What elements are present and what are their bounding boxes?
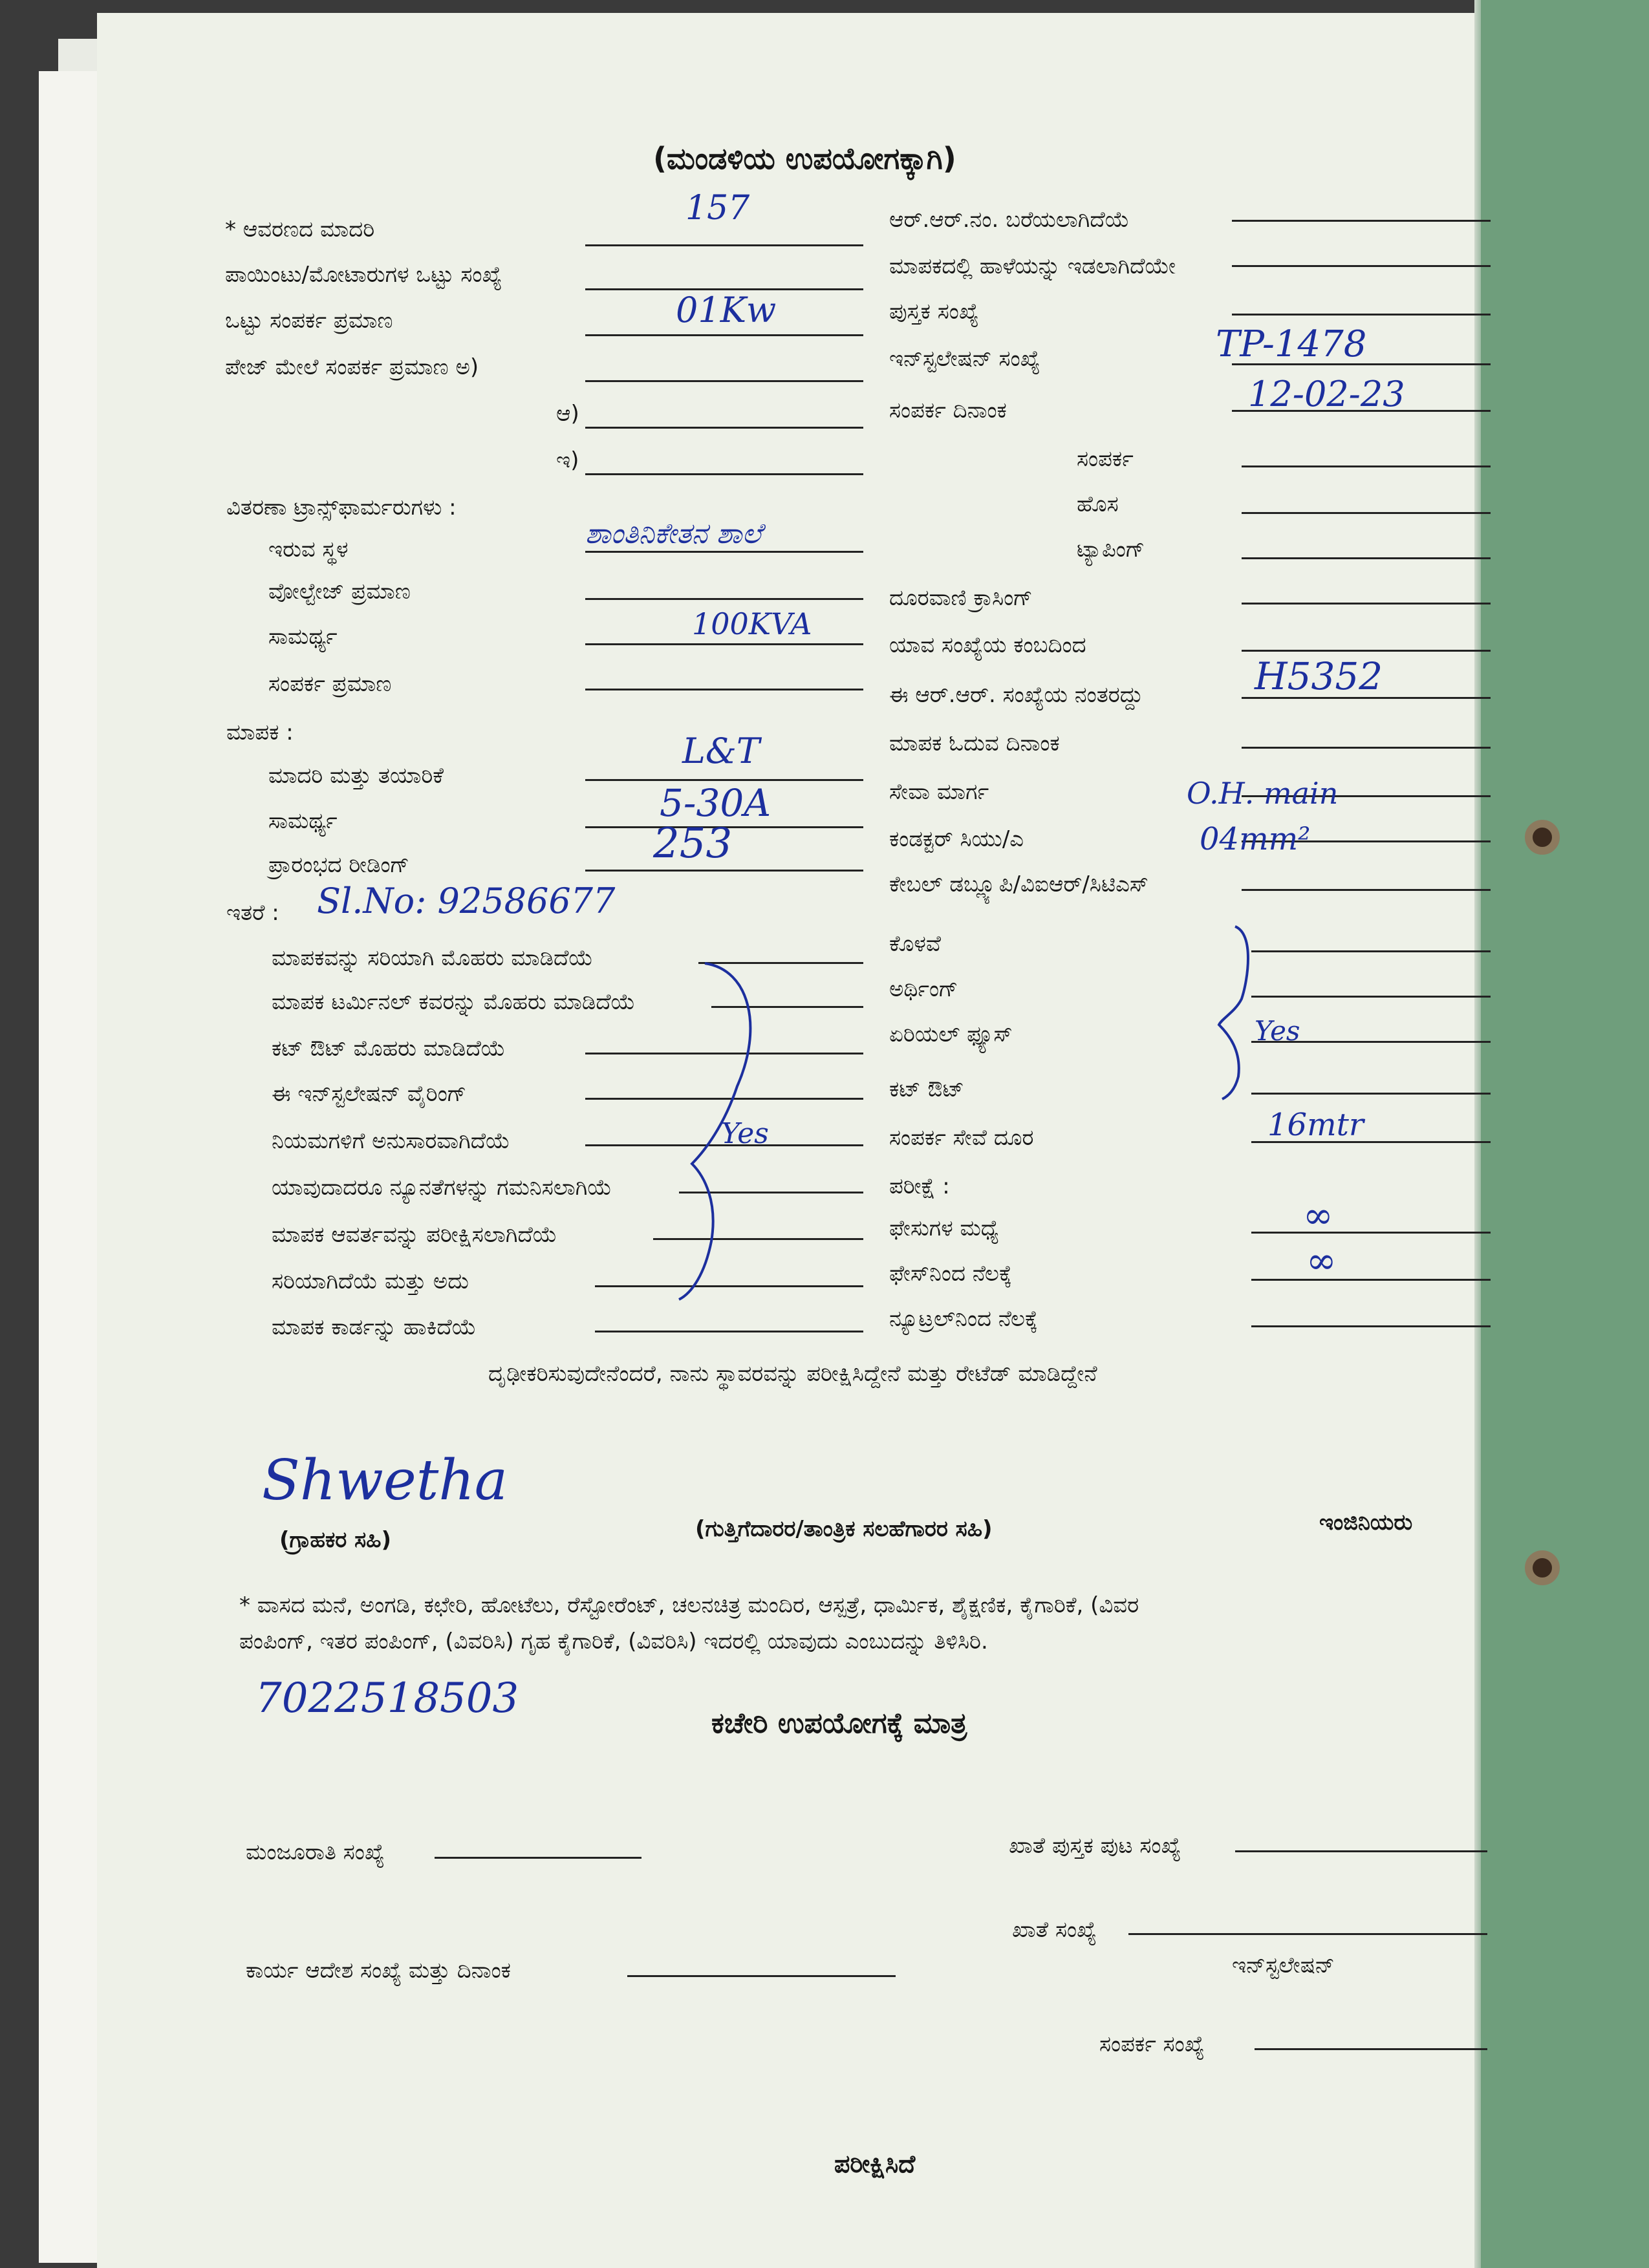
installation-no-value: TP-1478 [1216,323,1367,365]
neutral-to-earth-label: ನ್ಯೂಟ್ರಲ್‌ನಿಂದ ನೆಲಕ್ಕೆ [889,1306,1038,1332]
footnote-line: ಪಂಪಿಂಗ್, ಇತರ ಪಂಪಿಂಗ್, (ವಿವರಿಸಿ) ಗೃಹ ಕೈಗಾರಿಕೆ, (ವಿವರಿಸಿ) ಇದರಲ್ಲಿ ಯಾವುದು ಎಂಬುದನ್ನು ತಿಳಿಸಿರಿ. [239,1629,988,1654]
ledger-page-label: ಖಾತೆ ಪುಸ್ತಕ ಪುಟ ಸಂಖ್ಯೆ [1009,1833,1181,1859]
phone-number: 7022518503 [255,1674,519,1722]
test-label: ಪರೀಕ್ಷೆ : [889,1173,950,1199]
premises-type-footnote [239,1587,1526,1660]
book-no-line [1232,314,1491,316]
service-line-value: O.H. main [1187,776,1339,811]
work-order-line [627,1975,896,1977]
location-label: ಇರುವ ಸ್ಥಳ [268,537,349,562]
conductor-label: ಕಂಡಕ್ಟರ್ ಸಿಯು/ಎ [889,826,1024,852]
check-wiring: ಈ ಇನ್‌ಸ್ಟಲೇಷನ್ ವೈರಿಂಗ್ [272,1081,467,1107]
engineer-label: ಇಂಜಿನಿಯರು [1319,1510,1413,1535]
between-phases-line [1251,1232,1491,1234]
capacity-value: 100KVA [692,606,812,641]
connection-no-label: ಸಂಪರ್ಕ ಸಂಖ್ಯೆ [1099,2031,1205,2057]
check-terminal-sealed: ಮಾಪಕ ಟರ್ಮಿನಲ್ ಕವರನ್ನು ಮೊಹರು ಮಾಡಿದೆಯೆ [272,989,636,1015]
new-line [1242,512,1491,514]
customer-signature-label: (ಗ್ರಾಹಕರ ಸಹಿ) [279,1527,392,1553]
tapping-label: ಟ್ಯಾಪಿಂಗ್ [1077,537,1145,562]
phase-to-earth-line [1251,1279,1491,1281]
sanction-no-line [435,1857,641,1859]
punch-hole-icon [1525,820,1560,855]
voltage-label: ವೋಲ್ಟೇಜ್ ಪ್ರಮಾಣ [268,579,411,604]
pole-no-line [1242,650,1491,652]
aerial-fuse-label: ಏರಿಯಲ್ ಫ್ಯೂಸ್ [889,1022,1013,1047]
check-meter-card: ಮಾಪಕ ಕಾರ್ಡನ್ನು ಹಾಕಿದೆಯೆ [272,1314,477,1340]
check-cutout-sealed: ಕಟ್ ಔಟ್ ಮೊಹರು ಮಾಡಿದೆಯೆ [272,1036,506,1062]
book-no-label: ಪುಸ್ತಕ ಸಂಖ್ಯೆ [889,299,979,325]
location-value: ಶಾಂತಿನಿಕೇತನ ಶಾಲೆ [585,517,762,550]
service-distance-label: ಸಂಪರ್ಕ ಸೇವೆ ದೂರ [889,1125,1034,1151]
capacity-label: ಸಾಮರ್ಥ್ಯ [268,624,338,650]
points-motors-label: ಪಾಯಿಂಟು/ಮೋಟಾರುಗಳ ಒಟ್ಟು ಸಂಖ್ಯೆ [225,262,502,288]
capacity-line [585,643,863,645]
voltage-line [585,598,863,600]
service-line-label: ಸೇವಾ ಮಾರ್ಗ [889,779,989,805]
meter-reading-date-line [1242,747,1491,749]
meter-reading-date-label: ಮಾಪಕ ಓದುವ ದಿನಾಂಕ [889,731,1060,756]
tapping-line [1242,557,1491,559]
installation-label: ಇನ್‌ಸ್ಟಲೇಷನ್ [1232,1952,1335,1978]
punch-hole-icon [1525,1550,1560,1585]
neutral-to-earth-line [1251,1325,1491,1327]
check-meter-rotation: ಮಾಪಕ ಆವರ್ತವನ್ನು ಪರೀಕ್ಷಿಸಲಾಗಿದೆಯೆ [272,1222,557,1248]
telephone-crossing-label: ದೂರವಾಣಿ ಕ್ರಾಸಿಂಗ್ [889,585,1033,611]
meter-heading: ಮಾಪಕ : [226,720,294,745]
footnote-line: * ವಾಸದ ಮನೆ, ಅಂಗಡಿ, ಕಛೇರಿ, ಹೋಟೆಲು, ರೆಸ್ಟೋರೆಂಟ್, ಚಲನಚಿತ್ರ ಮಂದಿರ, ಆಸ್ಪತ್ರೆ, ಧಾರ್ಮಿಕ, ಶೈಕ್ಷಣಿಕ, ಕೈಗಾರಿಕೆ, (ವಿವರ [239,1592,1139,1618]
check-defects: ಯಾವುದಾದರೂ ನ್ಯೂನತೆಗಳನ್ನು ಗಮನಿಸಲಾಗಿಯೆ [272,1175,612,1201]
conductor-value: 04mm² [1200,821,1311,857]
total-load-value: 01Kw [676,290,777,330]
premises-type-value: 157 [685,189,750,228]
ledger-page-line [1235,1850,1487,1852]
account-no-label: ಖಾತೆ ಸಂಖ್ಯೆ [1012,1917,1097,1943]
between-phases-value: ∞ [1303,1195,1333,1237]
form-title: (ಮಂಡಳಿಯ ಉಪಯೋಗಕ್ಕಾಗಿ) [653,141,956,176]
phase-to-earth-label: ಫೇಸ್‌ನಿಂದ ನೆಲಕ್ಕೆ [889,1261,1012,1287]
green-folder [1481,0,1649,2268]
service-distance-value: 16mtr [1267,1107,1364,1143]
connection-date-value: 12-02-23 [1248,374,1405,414]
pole-no-label: ಯಾವ ಸಂಖ್ಯೆಯ ಕಂಬದಿಂದ [889,632,1086,658]
phase-load-c-label: ಇ) [556,447,579,473]
meter-capacity-value: 5-30A [660,781,771,825]
cutout-line [1251,1093,1491,1095]
certification-text: ದೃಢೀಕರಿಸುವುದೇನೆಂದರೆ, ನಾನು ಸ್ಥಾವರವನ್ನು ಪರೀಕ್ಷಿಸಿದ್ದೇನೆ ಮತ್ತು ರೇಟೆಡ್ ಮಾಡಿದ್ದೇನೆ [488,1361,1097,1387]
office-use-title: ಕಚೇರಿ ಉಪಯೋಗಕ್ಕೆ ಮಾತ್ರ [711,1707,967,1740]
between-phases-label: ಫೇಸುಗಳ ಮಧ್ಯೆ [889,1215,999,1241]
initial-reading-line [585,870,863,872]
connection-date-label: ಸಂಪರ್ಕ ದಿನಾಂಕ [889,398,1007,423]
premises-type-label: * ಆವರಣದ ಮಾದರಿ [225,217,375,242]
account-no-line [1128,1933,1487,1935]
new-label: ಹೊಸ [1077,491,1119,517]
check-line [595,1331,863,1332]
connection-line [1242,465,1491,467]
right-brace-icon [1216,921,1267,1102]
phase-to-earth-value: ∞ [1306,1240,1337,1282]
phase-load-a-label: ಪೇಜ್ ಮೇಲೆ ಸಂಪರ್ಕ ಪ್ರಮಾಣ ಅ) [225,354,479,380]
conduit-line [1251,950,1491,952]
total-load-label: ಒಟ್ಟು ಸಂಪರ್ಕ ಪ್ರಮಾಣ [225,308,393,334]
make-label: ಮಾದರಿ ಮತ್ತು ತಯಾರಿಕೆ [268,763,444,789]
others-value: Sl.No: 92586677 [317,881,616,921]
transformer-load-label: ಸಂಪರ್ಕ ಪ್ರಮಾಣ [268,671,392,697]
cutout-label: ಕಟ್ ಔಟ್ [889,1076,964,1102]
location-line [585,551,863,553]
phase-load-b-line [585,427,863,429]
telephone-crossing-line [1242,603,1491,604]
make-value: L&T [682,731,760,771]
others-label: ಇತರೆ : [226,900,279,926]
phase-load-c-line [585,473,863,475]
rr-no-written-line [1232,220,1491,222]
installation-no-label: ಇನ್‌ಸ್ಟಲೇಷನ್ ಸಂಖ್ಯೆ [889,346,1040,372]
phase-load-b-label: ಆ) [556,401,579,427]
next-rr-label: ಈ ಆರ್.ಆರ್. ಸಂಖ್ಯೆಯ ನಂತರದ್ದು [889,682,1143,708]
check-as-per-rules: ನಿಯಮಗಳಿಗೆ ಅನುಸಾರವಾಗಿದೆಯೆ [272,1128,510,1154]
meter-sheet-line [1232,265,1491,267]
meter-capacity-label: ಸಾಮರ್ಥ್ಯ [268,808,338,834]
conduit-label: ಕೊಳವೆ [889,931,942,957]
customer-signature: Shwetha [262,1448,508,1513]
earthing-label: ಅರ್ಥಿಂಗ್ [889,976,958,1002]
verified-label: ಪರೀಕ್ಷಿಸಿದೆ [834,2150,916,2178]
check-correct: ಸರಿಯಾಗಿದೆಯೆ ಮತ್ತು ಅದು [272,1268,469,1294]
next-rr-value: H5352 [1255,654,1383,698]
total-load-line [585,334,863,336]
premises-type-line [585,244,863,246]
connection-label: ಸಂಪರ್ಕ [1077,446,1134,472]
phase-load-a-line [585,380,863,382]
contractor-signature-label: (ಗುತ್ತಿಗೆದಾರರ/ತಾಂತ್ರಿಕ ಸಲಹೆಗಾರರ ಸಹಿ) [695,1516,993,1542]
left-brace-value: Yes [721,1117,769,1150]
transformer-heading: ವಿತರಣಾ ಟ್ರಾನ್ಸ್‌ಫಾರ್ಮರುಗಳು : [226,495,457,520]
right-brace-value: Yes [1255,1015,1300,1047]
meter-sheet-label: ಮಾಪಕದಲ್ಲಿ ಹಾಳೆಯನ್ನು ಇಡಲಾಗಿದೆಯೇ [889,253,1176,279]
initial-reading-label: ಪ್ರಾರಂಭದ ರೀಡಿಂಗ್ [268,852,409,878]
connection-no-line [1255,2048,1487,2050]
cable-type-line [1242,889,1491,891]
sanction-no-label: ಮಂಜೂರಾತಿ ಸಂಖ್ಯೆ [246,1839,385,1865]
work-order-label: ಕಾರ್ಯ ಆದೇಶ ಸಂಖ್ಯೆ ಮತ್ತು ದಿನಾಂಕ [246,1958,511,1984]
transformer-load-line [585,689,863,690]
initial-reading-value: 253 [653,820,733,868]
earthing-line [1251,996,1491,998]
cable-type-label: ಕೇಬಲ್ ಡಬ್ಲ್ಯೂಪಿ/ವಿಐಆರ್/ಸಿಟಿಎಸ್ [889,872,1148,897]
rr-no-written-label: ಆರ್.ಆರ್.ನಂ. ಬರೆಯಲಾಗಿದೆಯೆ [889,207,1130,233]
check-meter-sealed: ಮಾಪಕವನ್ನು ಸರಿಯಾಗಿ ಮೊಹರು ಮಾಡಿದೆಯೆ [272,945,594,971]
